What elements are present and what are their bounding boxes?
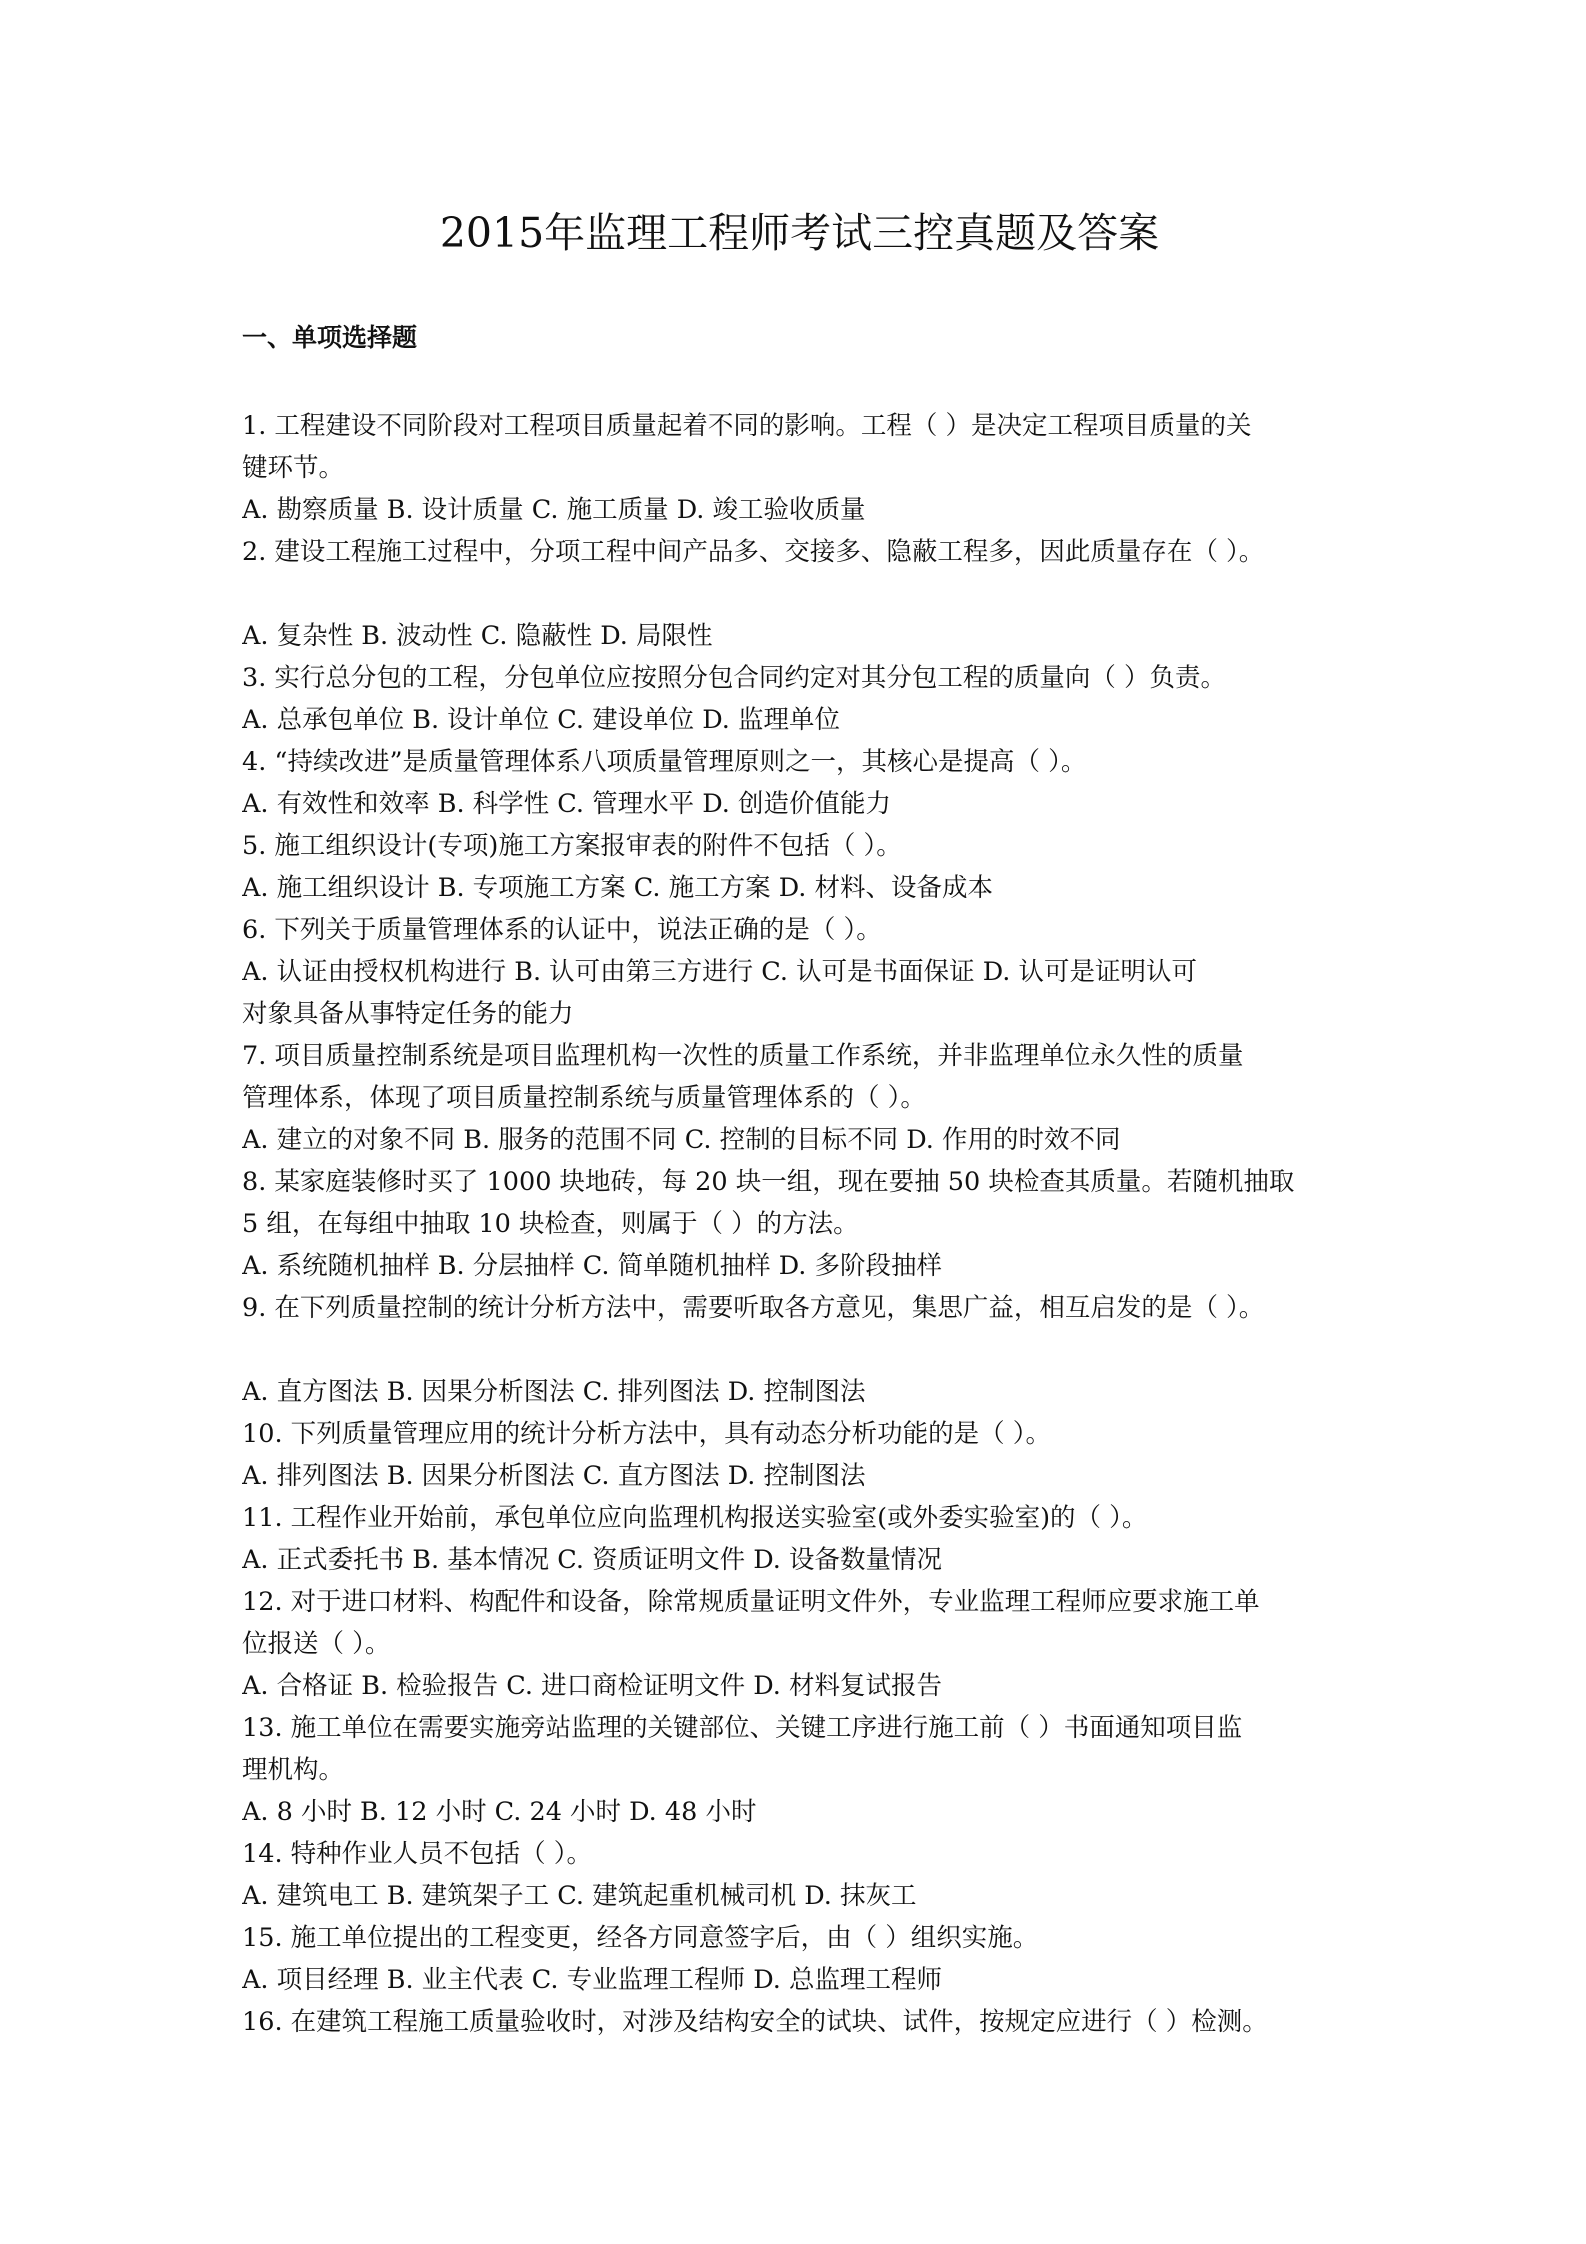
text-line: 4. “持续改进”是质量管理体系八项质量管理原则之一，其核心是提高（ ）。 [242,747,1087,777]
text-line: A. 正式委托书 B. 基本情况 C. 资质证明文件 D. 设备数量情况 [242,1545,942,1575]
text-line: 3. 实行总分包的工程，分包单位应按照分包合同约定对其分包工程的质量向（ ）负责。 [242,663,1227,693]
text-line: 7. 项目质量控制系统是项目监理机构一次性的质量工作系统，并非监理单位永久性的质量 [242,1041,1244,1071]
text-line: A. 系统随机抽样 B. 分层抽样 C. 简单随机抽样 D. 多阶段抽样 [242,1251,942,1281]
text-line: A. 有效性和效率 B. 科学性 C. 管理水平 D. 创造价值能力 [242,789,891,819]
text-line: 16. 在建筑工程施工质量验收时，对涉及结构安全的试块、试件，按规定应进行（ ）检测。 [242,2007,1268,2037]
text-line: 9. 在下列质量控制的统计分析方法中，需要听取各方意见，集思广益，相互启发的是（ ）。 [242,1293,1265,1323]
text-line: 10. 下列质量管理应用的统计分析方法中，具有动态分析功能的是（ ）。 [242,1419,1052,1449]
blank-line [242,1329,1357,1371]
section-heading: 一、单项选择题 [242,323,418,352]
text-line: 13. 施工单位在需要实施旁站监理的关键部位、关键工序进行施工前（ ）书面通知项目监 [242,1713,1243,1743]
text-line: A. 认证由授权机构进行 B. 认可由第三方进行 C. 认可是书面保证 D. 认可是证明认可 [242,957,1197,987]
text-line: 1. 工程建设不同阶段对工程项目质量起着不同的影响。工程（ ）是决定工程项目质量的关 [242,411,1252,441]
text-line: 5. 施工组织设计(专项)施工方案报审表的附件不包括（ ）。 [242,831,902,861]
text-line: A. 合格证 B. 检验报告 C. 进口商检证明文件 D. 材料复试报告 [242,1671,942,1701]
text-line: 6. 下列关于质量管理体系的认证中，说法正确的是（ ）。 [242,915,882,945]
text-line: A. 总承包单位 B. 设计单位 C. 建设单位 D. 监理单位 [242,705,840,735]
text-line: A. 8 小时 B. 12 小时 C. 24 小时 D. 48 小时 [242,1797,757,1827]
text-line: 键环节。 [242,453,345,483]
text-line: 12. 对于进口材料、构配件和设备，除常规质量证明文件外，专业监理工程师应要求施工单 [242,1587,1260,1617]
question-list [242,405,1357,2043]
text-line: 对象具备从事特定任务的能力 [242,999,574,1029]
text-line: 14. 特种作业人员不包括（ ）。 [242,1839,593,1869]
text-line: 2. 建设工程施工过程中，分项工程中间产品多、交接多、隐蔽工程多，因此质量存在（ ）。 [242,537,1265,567]
text-line: A. 直方图法 B. 因果分析图法 C. 排列图法 D. 控制图法 [242,1377,866,1407]
text-line: A. 施工组织设计 B. 专项施工方案 C. 施工方案 D. 材料、设备成本 [242,873,993,903]
document-title: 2015年监理工程师考试三控真题及答案 [439,209,1160,257]
text-line: A. 项目经理 B. 业主代表 C. 专业监理工程师 D. 总监理工程师 [242,1965,942,1995]
text-line: 11. 工程作业开始前，承包单位应向监理机构报送实验室(或外委实验室)的（ ）。 [242,1503,1148,1533]
text-line: A. 建筑电工 B. 建筑架子工 C. 建筑起重机械司机 D. 抹灰工 [242,1881,917,1911]
text-line: A. 建立的对象不同 B. 服务的范围不同 C. 控制的目标不同 D. 作用的时效不同 [242,1125,1121,1155]
text-line: A. 复杂性 B. 波动性 C. 隐蔽性 D. 局限性 [242,621,713,651]
text-line: 理机构。 [242,1755,345,1785]
text-line: 5 组，在每组中抽取 10 块检查，则属于（ ）的方法。 [242,1209,859,1239]
text-line: A. 勘察质量 B. 设计质量 C. 施工质量 D. 竣工验收质量 [242,495,866,525]
text-line: 位报送（ ）。 [242,1629,391,1659]
text-line: 15. 施工单位提出的工程变更，经各方同意签字后，由（ ）组织实施。 [242,1923,1039,1953]
text-line: 8. 某家庭装修时买了 1000 块地砖，每 20 块一组，现在要抽 50 块检查其质量。若随机抽取 [242,1167,1295,1197]
text-line: 管理体系，体现了项目质量控制系统与质量管理体系的（ ）。 [242,1083,926,1113]
text-line: A. 排列图法 B. 因果分析图法 C. 直方图法 D. 控制图法 [242,1461,866,1491]
blank-line [242,573,1357,615]
